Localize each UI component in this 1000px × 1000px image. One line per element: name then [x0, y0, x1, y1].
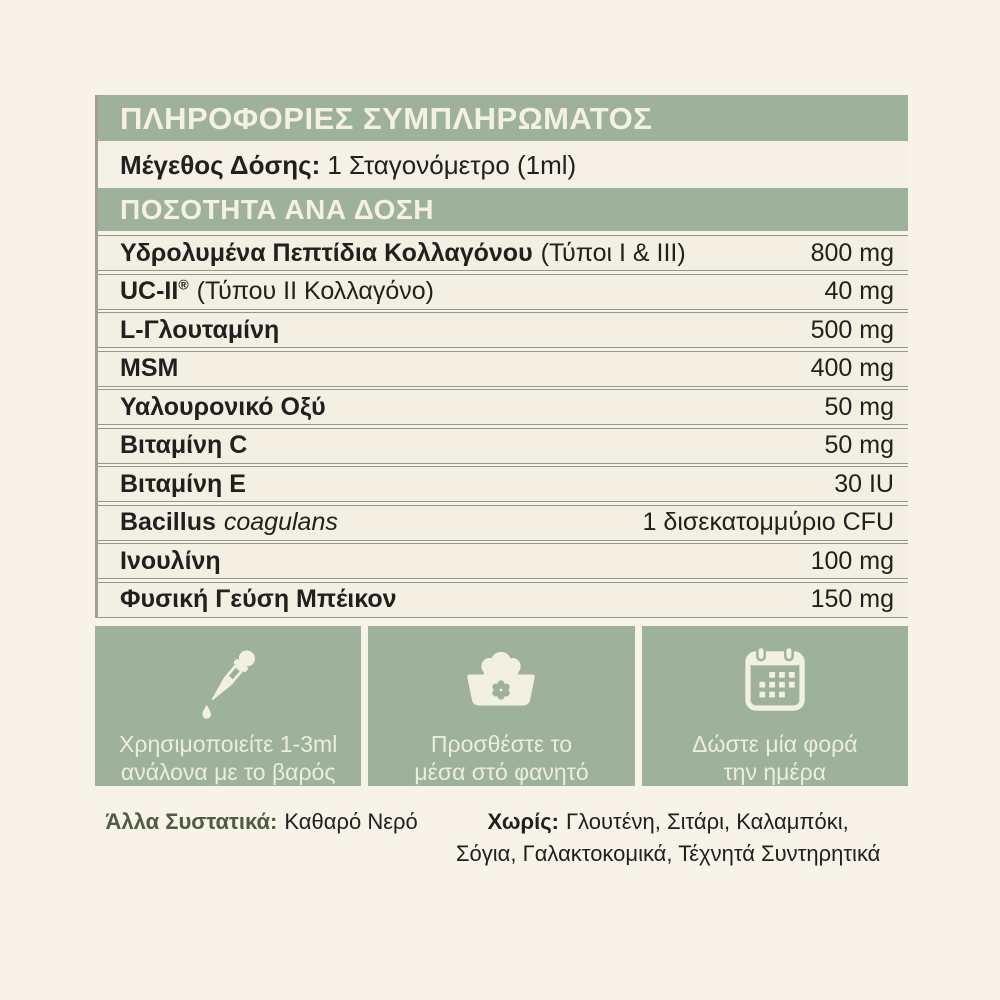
ingredient-name-cell: Βιταμίνη C [120, 431, 248, 459]
other-ingredients-label: Άλλα Συστατικά: [105, 808, 278, 834]
ingredient-name-cell: Ινουλίνη [120, 546, 221, 575]
free-from-line2: Σόγια, Γαλακτοκομικά, Τέχνητά Συντηρητικά [455, 840, 881, 866]
label-footer [95, 804, 908, 870]
ingredient-name-cell: L-Γλουταμίνη [120, 315, 280, 344]
ingredient-row [98, 428, 908, 464]
ingredient-amount: 30 IU [834, 469, 894, 498]
ingredient-row [98, 543, 908, 579]
free-from [428, 804, 908, 870]
ingredient-name-cell: MSM [120, 354, 179, 382]
other-ingredients [95, 804, 428, 870]
pet-bowl-icon [460, 640, 542, 722]
ingredient-row [98, 235, 908, 271]
ingredient-name-cell: Υδρολυμένα Πεπτίδια Κολλαγόνου (Τύποι I & III) [120, 238, 686, 267]
dropper-icon [187, 640, 269, 722]
other-ingredients-value: Καθαρό Νερό [284, 808, 418, 834]
usage-instruction-boxes [95, 626, 908, 786]
serving-size-value: 1 Σταγονόμετρο (1ml) [327, 150, 577, 180]
usage-box-frequency [642, 626, 908, 786]
ingredient-name-cell: Υαλουρονικό Οξύ [120, 392, 326, 421]
usage-text: Χρησιμοποιείτε 1-3ml ανάλονα με το βαρός [119, 730, 338, 785]
free-from-line1: Χωρίς: Γλουτένη, Σιτάρι, Καλαμπόκι, [487, 808, 849, 834]
registered-trademark-symbol: ® [178, 276, 189, 293]
ingredient-amount: 100 mg [810, 546, 894, 575]
usage-text: Προσθέστε το μέσα στό φανητό [414, 730, 589, 785]
ingredient-amount: 50 mg [824, 431, 894, 459]
ingredient-row [98, 505, 908, 541]
ingredient-row [98, 466, 908, 502]
ingredient-amount: 1 δισεκατομμύριο CFU [642, 508, 894, 536]
usage-box-food [368, 626, 634, 786]
ingredient-name-cell: Φυσική Γεύση Μπέικον [120, 585, 397, 613]
ingredient-row [98, 274, 908, 310]
usage-box-dropper [95, 626, 361, 786]
ingredient-name-cell: Bacillus coagulans [120, 508, 338, 536]
ingredient-amount: 150 mg [810, 585, 894, 613]
supplement-facts-label [95, 95, 908, 870]
supplement-facts-table [95, 95, 908, 618]
ingredient-amount: 800 mg [810, 238, 894, 267]
ingredient-row [98, 351, 908, 387]
usage-text: Δώστε μία φορά την ημέρα [692, 730, 858, 785]
ingredient-amount: 50 mg [824, 392, 894, 421]
amount-per-serving-header: ΠΟΣΟΤΗΤΑ ΑΝΑ ΔΟΣΗ [98, 188, 908, 231]
serving-size-label: Μέγεθος Δόσης: [120, 150, 321, 180]
ingredient-row [98, 582, 908, 618]
free-from-label: Χωρίς: [487, 808, 559, 834]
ingredient-amount: 500 mg [810, 315, 894, 344]
serving-size-row [98, 141, 908, 188]
ingredient-name-cell: Βιταμίνη E [120, 469, 246, 498]
ingredient-row [98, 389, 908, 425]
ingredient-rows [98, 235, 908, 618]
ingredient-amount: 400 mg [810, 354, 894, 382]
ingredient-amount: 40 mg [824, 277, 894, 305]
calendar-icon [734, 640, 816, 722]
label-title: ΠΛΗΡΟΦΟΡΙΕΣ ΣΥΜΠΛΗΡΩΜΑΤΟΣ [98, 95, 908, 141]
ingredient-name-cell: UC-II® (Τύπου II Κολλαγόνο) [120, 276, 435, 306]
ingredient-row [98, 312, 908, 348]
